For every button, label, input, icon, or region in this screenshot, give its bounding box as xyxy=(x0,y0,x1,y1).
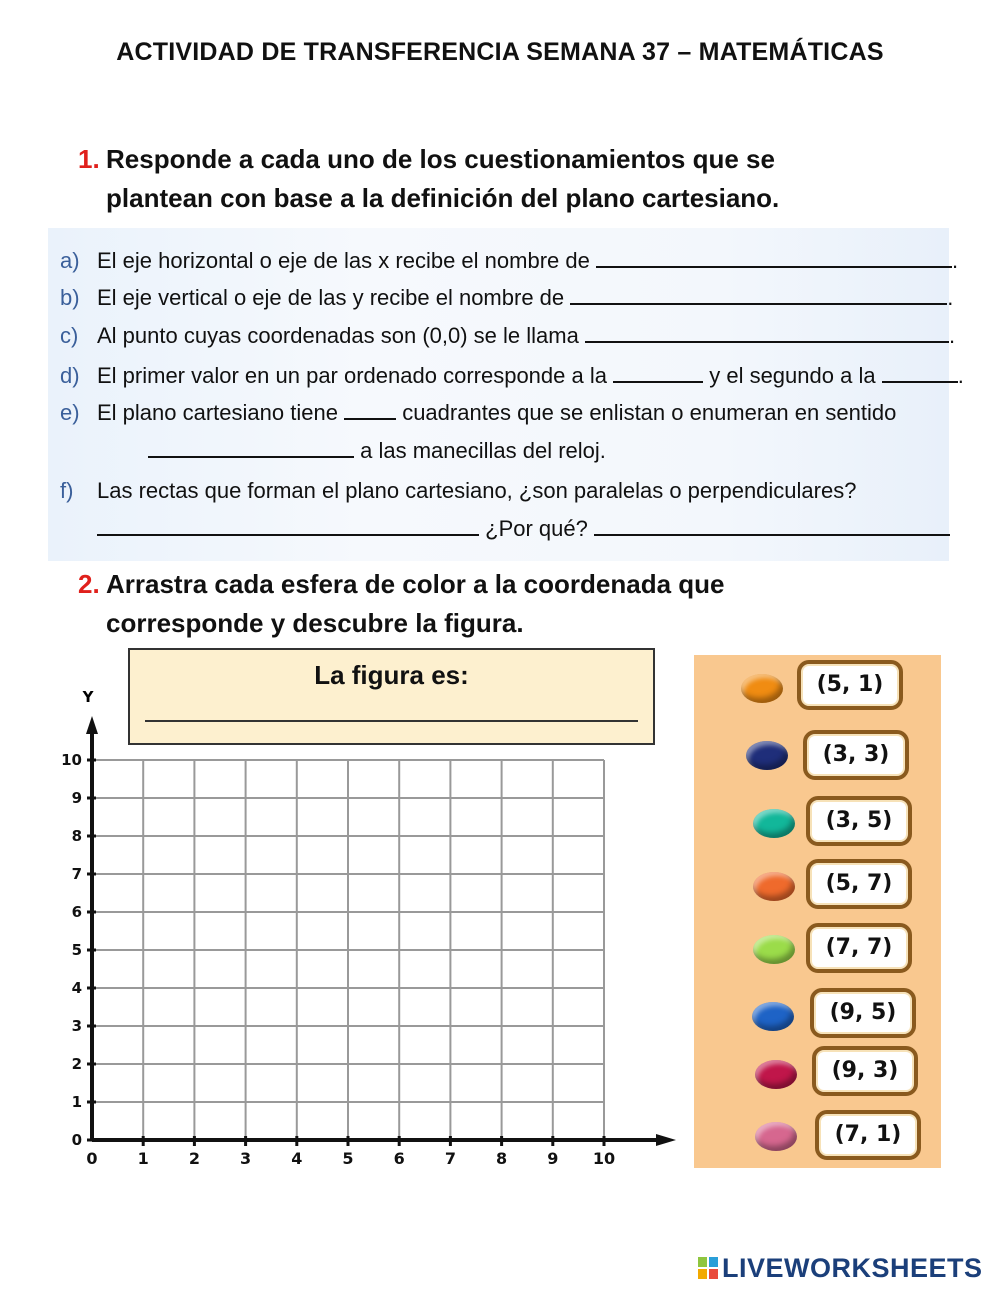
item-f-text: Las rectas que forman el plano cartesiano, ¿son paralelas o perpendiculares? xyxy=(97,478,857,503)
item-e-line2-text: a las manecillas del reloj. xyxy=(360,438,606,463)
x-tick-label: 10 xyxy=(592,1149,616,1168)
answer-blank-d2[interactable] xyxy=(882,367,958,383)
coordinate-label: (3, 3) xyxy=(803,730,909,780)
item-e-line2 xyxy=(148,438,606,464)
question-1-heading xyxy=(78,140,779,218)
y-tick-label: 4 xyxy=(71,979,82,997)
coordinate-label: (7, 7) xyxy=(806,923,912,973)
coordinate-label: (5, 1) xyxy=(797,660,903,710)
y-axis-arrow xyxy=(86,716,98,734)
draggable-ball[interactable] xyxy=(752,1002,794,1031)
question-2-text-line2: corresponde y descubre la figura. xyxy=(106,608,524,638)
figure-answer-line[interactable] xyxy=(145,720,638,722)
y-tick-label: 8 xyxy=(71,827,82,845)
figure-label: La figura es: xyxy=(314,660,469,690)
draggable-ball[interactable] xyxy=(755,1060,797,1089)
x-tick-label: 7 xyxy=(444,1149,456,1168)
item-f-line2 xyxy=(97,516,950,542)
item-b-end: . xyxy=(947,285,954,310)
coordinate-label: (5, 7) xyxy=(806,859,912,909)
y-tick-label: 9 xyxy=(71,789,82,807)
coordinate-label: (9, 5) xyxy=(810,988,916,1038)
draggable-ball[interactable] xyxy=(741,674,783,703)
y-tick-label: 10 xyxy=(61,751,82,769)
answer-blank-e1[interactable] xyxy=(344,404,396,420)
liveworksheets-icon xyxy=(698,1257,718,1279)
y-tick-label: 5 xyxy=(71,941,82,959)
answer-blank-b[interactable] xyxy=(570,289,947,305)
question-1-text-line2: plantean con base a la definición del plano cartesiano. xyxy=(106,183,780,213)
item-c-text: Al punto cuyas coordenadas son (0,0) se le llama xyxy=(97,323,579,348)
question-1-text-line1: Responde a cada uno de los cuestionamientos que se xyxy=(106,144,775,174)
item-a-end: . xyxy=(951,248,959,273)
item-d xyxy=(60,363,964,389)
y-axis-label: Y xyxy=(82,688,94,706)
liveworksheets-logo xyxy=(698,1253,983,1284)
item-e xyxy=(60,400,896,426)
x-tick-label: 4 xyxy=(291,1149,303,1168)
draggable-ball[interactable] xyxy=(753,872,795,901)
y-tick-label: 1 xyxy=(71,1093,82,1111)
answer-blank-f1[interactable] xyxy=(97,520,479,536)
y-tick-label: 2 xyxy=(71,1055,82,1073)
x-tick-label: 9 xyxy=(547,1149,559,1168)
answer-blank-e2[interactable] xyxy=(148,442,354,458)
item-a xyxy=(60,248,958,274)
question-2-text-line1: Arrastra cada esfera de color a la coordenada que xyxy=(106,569,725,599)
answer-blank-a[interactable] xyxy=(596,252,952,268)
draggable-ball[interactable] xyxy=(753,935,795,964)
item-b-text: El eje vertical o eje de las y recibe el nombre de xyxy=(97,285,565,310)
item-e-letter: e) xyxy=(60,400,80,425)
item-d-middle: y el segundo a la xyxy=(709,363,876,388)
item-b-letter: b) xyxy=(60,285,80,310)
item-b xyxy=(60,285,953,311)
item-c-letter: c) xyxy=(60,323,79,348)
figure-answer-box xyxy=(128,648,655,745)
x-tick-label: 8 xyxy=(496,1149,508,1168)
y-tick-label: 3 xyxy=(71,1017,82,1035)
x-tick-label: 1 xyxy=(137,1149,149,1168)
coordinate-label: (3, 5) xyxy=(806,796,912,846)
x-tick-label: 0 xyxy=(86,1149,98,1168)
coordinate-label: (9, 3) xyxy=(812,1046,918,1096)
answer-blank-c[interactable] xyxy=(585,327,949,343)
item-d-end: . xyxy=(957,363,964,388)
item-f-letter: f) xyxy=(60,478,74,503)
answer-blank-d1[interactable] xyxy=(613,367,703,383)
item-a-text: El eje horizontal o eje de las x recibe el nombre de xyxy=(97,248,590,273)
coordinate-label: (7, 1) xyxy=(815,1110,921,1160)
item-f xyxy=(60,478,856,504)
question-1-number: 1. xyxy=(78,144,100,174)
item-f-line2-text: ¿Por qué? xyxy=(485,516,588,541)
question-2-number: 2. xyxy=(78,569,100,599)
x-tick-label: 5 xyxy=(342,1149,354,1168)
cartesian-plane[interactable] xyxy=(40,680,700,1180)
draggable-ball[interactable] xyxy=(746,741,788,770)
answer-blank-f2[interactable] xyxy=(594,520,950,536)
item-c xyxy=(60,323,955,349)
logo-text: LIVEWORKSHEETS xyxy=(722,1253,983,1283)
y-tick-label: 7 xyxy=(71,865,82,883)
worksheet-title: ACTIVIDAD DE TRANSFERENCIA SEMANA 37 – MATEMÁTICAS xyxy=(116,38,884,66)
x-tick-label: 6 xyxy=(393,1149,405,1168)
question-2-heading xyxy=(78,565,724,643)
y-tick-label: 0 xyxy=(71,1131,82,1149)
x-tick-label: 2 xyxy=(188,1149,200,1168)
item-c-end: . xyxy=(948,323,956,348)
x-tick-label: 3 xyxy=(240,1149,252,1168)
item-e-text: El plano cartesiano tiene xyxy=(97,400,338,425)
item-d-text: El primer valor en un par ordenado corresponde a la xyxy=(97,363,607,388)
y-tick-label: 6 xyxy=(71,903,82,921)
item-d-letter: d) xyxy=(60,363,80,388)
x-axis-arrow xyxy=(656,1134,676,1146)
item-e-middle: cuadrantes que se enlistan o enumeran en sentido xyxy=(402,400,897,425)
item-a-letter: a) xyxy=(60,248,80,273)
draggable-ball[interactable] xyxy=(753,809,795,838)
draggable-ball[interactable] xyxy=(755,1122,797,1151)
question-1-panel xyxy=(48,228,949,561)
